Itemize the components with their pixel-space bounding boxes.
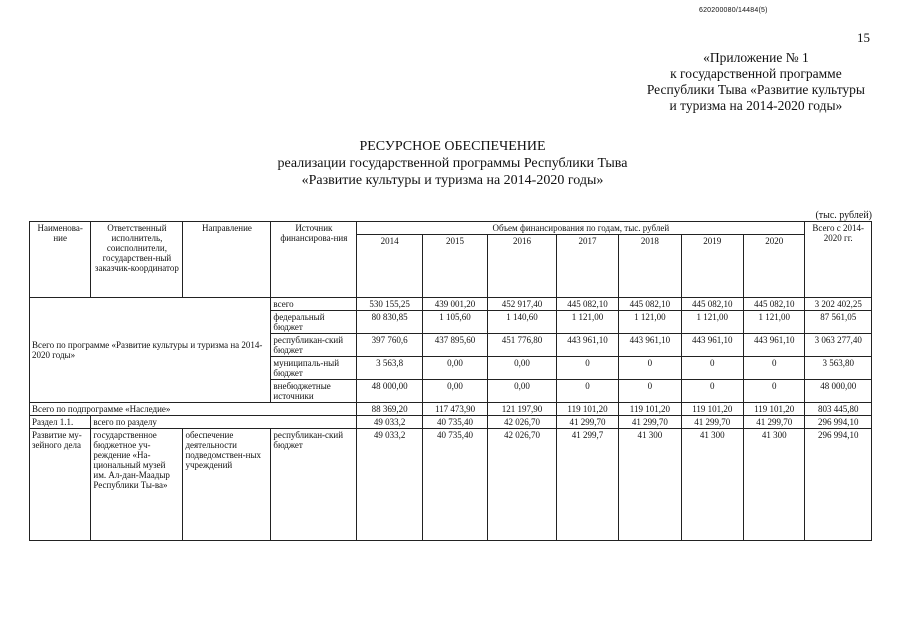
header-total: Всего с 2014-2020 гг. [805, 222, 872, 298]
header-year: 2017 [556, 235, 618, 298]
value-cell: 0 [619, 357, 681, 380]
source-cell: федеральный бюджет [271, 311, 357, 334]
source-cell: внебюджетные источники [271, 380, 357, 403]
value-cell: 1 140,60 [488, 311, 557, 334]
value-cell: 445 082,10 [681, 298, 743, 311]
value-cell: 121 197,90 [488, 403, 557, 416]
value-cell: 803 445,80 [805, 403, 872, 416]
value-cell: 437 895,60 [422, 334, 487, 357]
appendix-line: к государственной программе [670, 66, 842, 81]
value-cell: 0 [556, 380, 618, 403]
header-row [30, 222, 872, 235]
value-cell: 3 563,8 [357, 357, 422, 380]
section-total-row [30, 416, 872, 429]
header-year: 2015 [422, 235, 487, 298]
value-cell: 0,00 [422, 380, 487, 403]
value-cell: 49 033,2 [357, 429, 422, 541]
value-cell: 48 000,00 [805, 380, 872, 403]
source-cell: муниципаль-ный бюджет [271, 357, 357, 380]
value-cell: 0 [556, 357, 618, 380]
resource-table [29, 221, 872, 541]
value-cell: 445 082,10 [743, 298, 804, 311]
value-cell: 41 299,7 [556, 429, 618, 541]
value-cell: 119 101,20 [681, 403, 743, 416]
value-cell: 117 473,90 [422, 403, 487, 416]
title-line: РЕСУРСНОЕ ОБЕСПЕЧЕНИЕ [359, 139, 546, 154]
section-source: республикан-ский бюджет [271, 429, 357, 541]
appendix-line: и туризма на 2014-2020 годы» [669, 98, 843, 113]
header-executor: Ответственный исполнитель, соисполнители, государствен-ный заказчик-координатор [91, 222, 183, 298]
value-cell: 41 300 [681, 429, 743, 541]
value-cell: 119 101,20 [743, 403, 804, 416]
section-total-label: всего по разделу [91, 416, 357, 429]
title-line: реализации государственной программы Республики Тыва [277, 156, 628, 171]
appendix-line: «Приложение № 1 [703, 50, 809, 65]
section-detail-row [30, 429, 872, 541]
header-year: 2016 [488, 235, 557, 298]
value-cell: 443 961,10 [619, 334, 681, 357]
value-cell: 49 033,2 [357, 416, 422, 429]
value-cell: 445 082,10 [556, 298, 618, 311]
value-cell: 42 026,70 [488, 416, 557, 429]
value-cell: 443 961,10 [743, 334, 804, 357]
appendix-heading [647, 50, 865, 114]
value-cell: 0 [681, 380, 743, 403]
value-cell: 0 [743, 357, 804, 380]
section-executor: государственное бюджетное уч-реждение «На-циональный музей им. Ал-дан-Маадыр Республики Ты-ва» [91, 429, 183, 541]
page-number: 15 [857, 30, 870, 45]
value-cell: 1 105,60 [422, 311, 487, 334]
value-cell: 41 299,70 [681, 416, 743, 429]
header-direction: Направление [183, 222, 271, 298]
value-cell: 1 121,00 [556, 311, 618, 334]
value-cell: 445 082,10 [619, 298, 681, 311]
header-volume: Объем финансирования по годам, тыс. рублей [357, 222, 805, 235]
source-cell: республикан-ский бюджет [271, 334, 357, 357]
value-cell: 3 202 402,25 [805, 298, 872, 311]
value-cell: 119 101,20 [556, 403, 618, 416]
subprogram-label: Всего по подпрограмме «Наследие» [30, 403, 357, 416]
value-cell: 40 735,40 [422, 429, 487, 541]
section-label: Раздел 1.1. [30, 416, 91, 429]
header-year: 2014 [357, 235, 422, 298]
value-cell: 40 735,40 [422, 416, 487, 429]
header-year: 2019 [681, 235, 743, 298]
value-cell: 443 961,10 [681, 334, 743, 357]
value-cell: 41 299,70 [556, 416, 618, 429]
value-cell: 1 121,00 [743, 311, 804, 334]
value-cell: 3 563,80 [805, 357, 872, 380]
value-cell: 41 299,70 [619, 416, 681, 429]
value-cell: 296 994,10 [805, 416, 872, 429]
source-cell: всего [271, 298, 357, 311]
value-cell: 1 121,00 [619, 311, 681, 334]
value-cell: 0,00 [488, 357, 557, 380]
header-year: 2018 [619, 235, 681, 298]
value-cell: 451 776,80 [488, 334, 557, 357]
value-cell: 41 300 [743, 429, 804, 541]
appendix-line: Республики Тыва «Развитие культуры [646, 82, 865, 97]
value-cell: 1 121,00 [681, 311, 743, 334]
document-title [0, 138, 905, 189]
value-cell: 0,00 [488, 380, 557, 403]
header-year: 2020 [743, 235, 804, 298]
value-cell: 41 299,70 [743, 416, 804, 429]
section-name: Развитие му-зейного дела [30, 429, 91, 541]
value-cell: 0,00 [422, 357, 487, 380]
value-cell: 42 026,70 [488, 429, 557, 541]
value-cell: 0 [681, 357, 743, 380]
value-cell: 3 063 277,40 [805, 334, 872, 357]
value-cell: 119 101,20 [619, 403, 681, 416]
value-cell: 439 001,20 [422, 298, 487, 311]
title-line: «Развитие культуры и туризма на 2014-2020 годы» [301, 173, 604, 188]
value-cell: 0 [619, 380, 681, 403]
document-id: 620200080/14484(5) [699, 7, 768, 14]
value-cell: 87 561,05 [805, 311, 872, 334]
value-cell: 80 830,85 [357, 311, 422, 334]
section-direction: обеспечение деятельности подведомствен-ных учреждений [183, 429, 271, 541]
header-source: Источник финансирова-ния [271, 222, 357, 298]
subprogram-row [30, 403, 872, 416]
value-cell: 530 155,25 [357, 298, 422, 311]
program-label: Всего по программе «Развитие культуры и туризма на 2014-2020 годы» [30, 298, 271, 403]
program-row-total [30, 298, 872, 311]
value-cell: 0 [743, 380, 804, 403]
value-cell: 397 760,6 [357, 334, 422, 357]
value-cell: 443 961,10 [556, 334, 618, 357]
value-cell: 88 369,20 [357, 403, 422, 416]
value-cell: 452 917,40 [488, 298, 557, 311]
value-cell: 296 994,10 [805, 429, 872, 541]
units-label: (тыс. рублей) [815, 210, 872, 221]
value-cell: 41 300 [619, 429, 681, 541]
header-name: Наименова-ние [30, 222, 91, 298]
value-cell: 48 000,00 [357, 380, 422, 403]
